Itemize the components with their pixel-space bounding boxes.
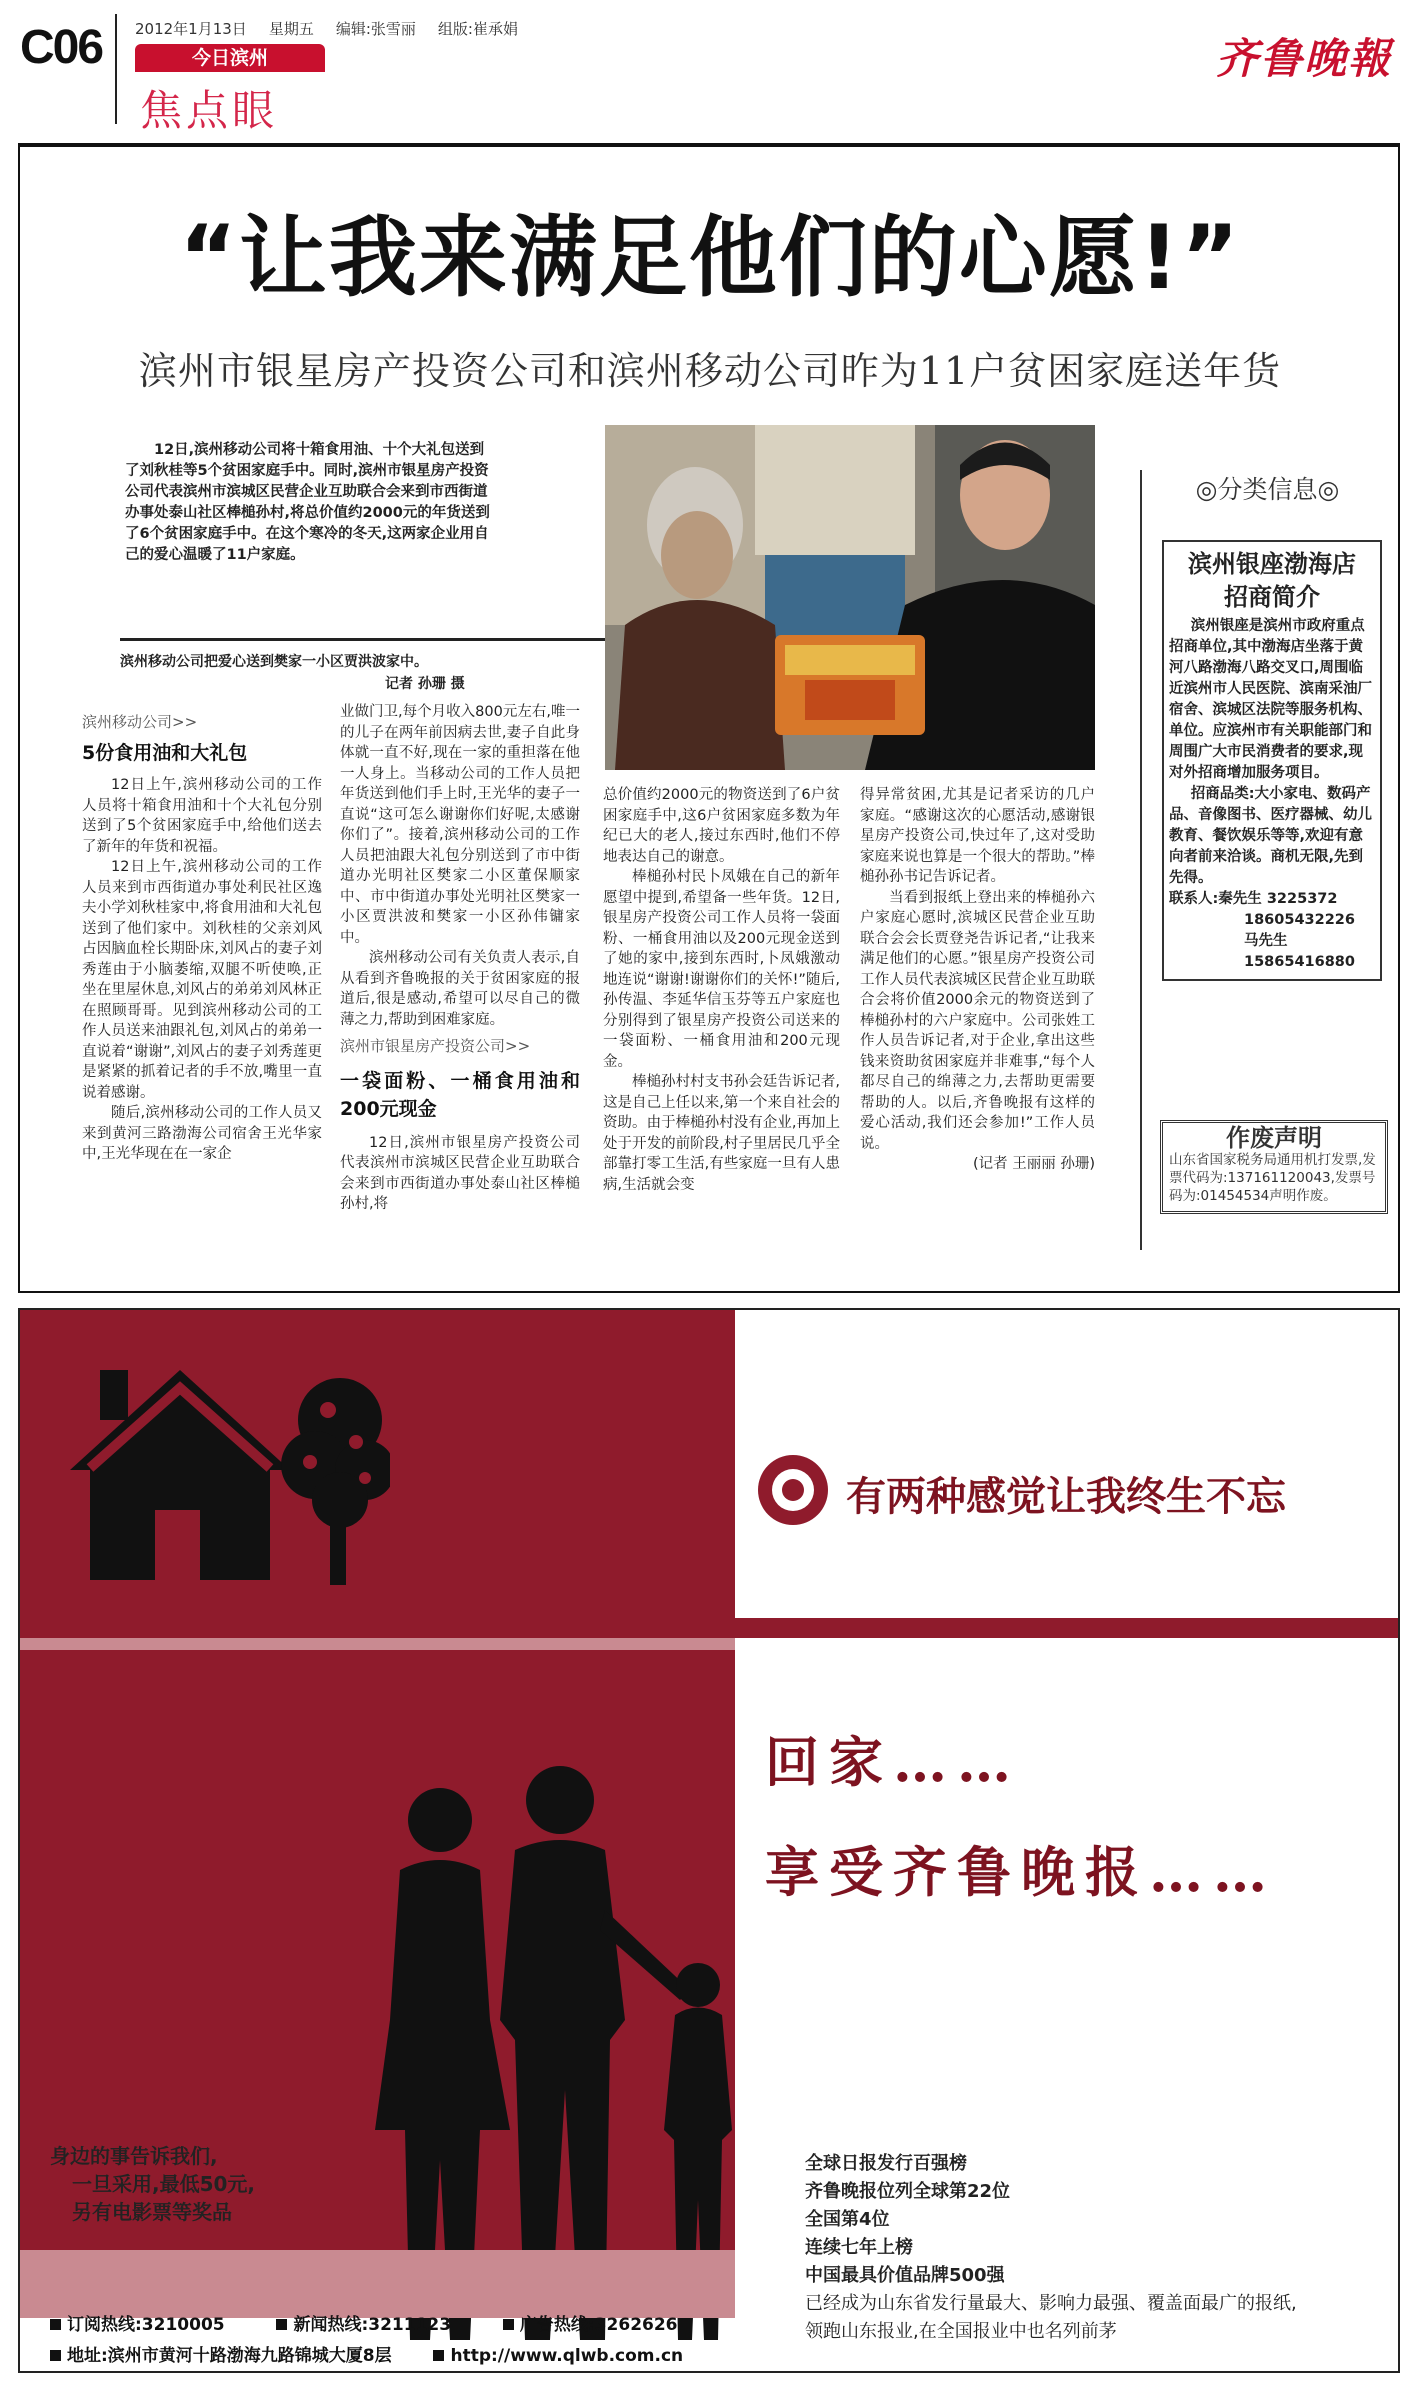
masthead-divider xyxy=(115,14,117,124)
ranking-description-1: 已经成为山东省发行量最大、影响力最强、覆盖面最广的报纸, xyxy=(805,2293,1297,2314)
bullet-icon xyxy=(50,2350,61,2361)
classified-ad-yinzuo xyxy=(1162,540,1382,981)
ranking-block xyxy=(805,2150,1395,2346)
col4-paragraph: 得异常贫困,尤其是记者采访的几户家庭。“感谢这次的心愿活动,感谢银星房产投资公司,快过年了,这对受助家庭来说也算是一个很大的帮助。”棒槌孙孙书记告诉记者。 xyxy=(860,787,1095,885)
column-name: 焦点眼 xyxy=(140,86,279,135)
section1-heading: 5份食用油和大礼包 xyxy=(82,741,248,764)
ranking-line: 连续七年上榜 xyxy=(805,2237,913,2258)
page-number: C06 xyxy=(20,21,103,74)
void-notice xyxy=(1160,1120,1388,1214)
ad-pink-base xyxy=(20,2250,735,2318)
newspaper-logo: 齐鲁晚報 xyxy=(1215,34,1392,83)
byline: (记者 王丽丽 孙珊) xyxy=(972,1156,1095,1172)
section2-kicker: 滨州市银星房产投资公司>> xyxy=(340,1037,531,1055)
col1-paragraph: 随后,滨州移动公司的工作人员又来到黄河三路渤海公司宿舍王光华家中,王光华现在在一家企 xyxy=(82,1105,322,1162)
layout-credit: 组版:崔承娟 xyxy=(437,20,518,38)
ad-left-text xyxy=(30,2142,380,2226)
classified-title: ◎分类信息◎ xyxy=(1145,470,1390,506)
brand-swirl-core xyxy=(782,1479,804,1501)
bullet-icon xyxy=(276,2319,287,2330)
bullet-icon xyxy=(433,2350,444,2361)
classified-ad-items: 招商品类:大小家电、数码产品、音像图书、医疗器械、幼儿教育、餐饮娱乐等等,欢迎有意向者前来洽谈。商机无限,先到先得。 xyxy=(1169,786,1372,886)
house-tree-icon xyxy=(60,1350,390,1590)
bullet-icon xyxy=(50,2319,61,2330)
col4-paragraph: 当看到报纸上登出来的棒槌孙六户家庭心愿时,滨城区民营企业互助联合会会长贾登尧告诉记者,“让我来满足他们的心愿。”银星房产投资公司工作人员代表滨城区民营企业互助联合会将价值2000余元的物资送到了棒槌孙村的六户家庭中。公司张姓工作人员告诉记者,对于企业,拿出这些钱来资助贫困家庭并非难事,“每个人都尽自己的绵薄之力,去帮助更需要帮助的人。以后,齐鲁晚报有这样的爱心活动,我们还会参加!”工作人员说。 xyxy=(860,889,1095,1152)
photo-caption xyxy=(120,638,605,695)
ranking-line: 齐鲁晚报位列全球第22位 xyxy=(805,2181,1011,2202)
advertisement xyxy=(18,1308,1400,2373)
col1-paragraph: 12日上午,滨州移动公司的工作人员将十箱食用油和十个大礼包分别送到了5个贫困家庭手中,给他们送去了新年的年货和祝福。 xyxy=(82,777,322,855)
editor-credit: 编辑:张雪丽 xyxy=(335,20,416,38)
office-address: 地址:滨州市黄河十路渤海九路锦城大厦8层 xyxy=(67,2346,392,2366)
classified-ad-contact-1: 联系人:秦先生 3225372 xyxy=(1169,891,1338,907)
ranking-description-2: 领跑山东报业,在全国报业中也名列前茅 xyxy=(805,2321,1117,2342)
issue-date: 2012年1月13日 xyxy=(135,20,247,38)
col1-paragraph: 12日上午,滨州移动公司的工作人员来到市西街道办事处利民社区逸夫小学刘秋桂家中,将食用油和大礼包送到了他们家中。刘秋桂的父亲刘风占因脑血栓长期卧床,刘风占的妻子刘秀莲由于小脑萎缩,双腿不听使唤,正坐在里屋休息,刘风占的弟弟刘风林正在照顾哥哥。见到滨州移动公司的工作人员送来油跟礼包,刘风占的弟弟一直说着“谢谢”,刘风占的妻子刘秀莲更是紧紧的抓着记者的手不放,嘴里一直说着感谢。 xyxy=(82,859,322,1101)
ad-line-home: 回家…… xyxy=(765,1730,1021,1794)
subheadline: 滨州市银星房产投资公司和滨州移动公司昨为11户贫困家庭送年货 xyxy=(138,349,1282,393)
article-column-2 xyxy=(340,702,580,1215)
hotline-news: 新闻热线:3211123 xyxy=(293,2315,452,2335)
col2-paragraph: 业做门卫,每个月收入800元左右,唯一的儿子在两年前因病去世,妻子自此身体就一直不好,现在一家的重担落在他一人身上。当移动公司的工作人员把年货送到他们手上时,王光华的妻子一直说“这可怎么谢谢你们好呢,太感谢你们了”。接着,滨州移动公司的工作人员把油跟大礼包分别送到了市中街道办光明社区樊家二小区董保顺家中、市中街道办事处光明社区樊家一小区贾洪波和樊家一小区孙伟镛家中。 xyxy=(340,704,580,946)
news-photo xyxy=(605,425,1095,770)
classified-ad-contact-1-tel: 18605432226 xyxy=(1244,912,1355,928)
news-photo-illustration xyxy=(605,425,1095,770)
issue-meta xyxy=(135,18,540,39)
section-tag: 今日滨州 xyxy=(135,44,325,72)
photo-credit: 记者 孙珊 摄 xyxy=(385,676,465,692)
ad-slogan: 有两种感觉让我终生不忘 xyxy=(846,1474,1286,1520)
void-notice-body: 山东省国家税务局通用机打发票,发票代码为:137161120043,发票号码为:01454534声明作废。 xyxy=(1169,1152,1376,1204)
ranking-line: 全国第4位 xyxy=(805,2209,890,2230)
ad-left-line2: 一旦采用,最低50元, xyxy=(72,2172,256,2196)
classified-ad-title-line2: 招商简介 xyxy=(1224,583,1320,611)
col3-paragraph: 棒槌孙村民卜凤娥在自己的新年愿望中提到,希望备一些年货。12日,银星房产投资公司工作人员将一袋面粉、一桶食用油以及200元现金送到了她的家中,接到东西时,卜凤娥激动地连说“谢谢!谢谢你们的关怀!”随后,孙传温、李延华信玉芬等五户家庭也分别得到了银星房产投资公司送来的一袋面粉、一桶食用油和200元现金。 xyxy=(603,869,840,1070)
article-column-3 xyxy=(603,785,840,1195)
void-notice-title: 作废声明 xyxy=(1226,1124,1322,1152)
classified-ad-contact-2: 马先生 xyxy=(1244,933,1288,949)
ad-left-line1: 身边的事告诉我们, xyxy=(50,2144,218,2168)
caption-text: 滨州移动公司把爱心送到樊家一小区贾洪波家中。 xyxy=(120,654,428,670)
article-column-4 xyxy=(860,785,1095,1175)
col3-paragraph: 总价值约2000元的物资送到了6户贫困家庭手中,这6户贫困家庭多数为年纪已大的老人,接过东西时,他们不停地表达自己的谢意。 xyxy=(603,787,840,865)
section1-kicker: 滨州移动公司>> xyxy=(82,713,198,731)
hotline-ad: 广告热线:3262626 xyxy=(519,2315,678,2335)
classified-ad-title xyxy=(1169,548,1375,614)
col2-paragraph: 滨州移动公司有关负责人表示,自从看到齐鲁晚报的关于贫困家庭的报道后,很是感动,希望可以尽自己的微薄之力,帮助到困难家庭。 xyxy=(340,950,580,1028)
article-column-1 xyxy=(82,712,322,1165)
ad-red-band xyxy=(20,1618,1400,1638)
sidebar-divider xyxy=(1140,470,1142,1250)
issue-weekday: 星期五 xyxy=(268,20,314,38)
headline: “让我来满足他们的心愿!” xyxy=(179,206,1241,309)
website-link[interactable]: http://www.qlwb.com.cn xyxy=(450,2346,684,2366)
lead-paragraph: 12日,滨州移动公司将十箱食用油、十个大礼包送到了刘秋桂等5个贫困家庭手中。同时,滨州市银星房产投资公司代表滨州市滨城区民营企业互助联合会来到市西街道办事处泰山社区棒槌孙村,将总价值约2000元的年货送到了6个贫困家庭手中。在这个寒冷的冬天,这两家企业用自己的爱心温暖了11户家庭。 xyxy=(125,442,490,563)
hotline-subscribe: 订阅热线:3210005 xyxy=(67,2315,225,2335)
ranking-line: 全球日报发行百强榜 xyxy=(805,2153,967,2174)
ranking-line: 中国最具价值品牌500强 xyxy=(805,2265,1005,2286)
section2-heading: 一袋面粉、一桶食用油和200元现金 xyxy=(340,1069,580,1120)
classified-ad-body: 滨州银座是滨州市政府重点招商单位,其中渤海店坐落于黄河八路渤海八路交叉口,周围临近滨州市人民医院、滨南采油厂宿舍、滨城区法院等服务机构、单位。应滨州市有关职能部门和周围广大市民消费者的要求,现对外招商增加服务项目。 xyxy=(1169,618,1372,781)
footer-contacts xyxy=(50,2310,683,2372)
ad-line-enjoy: 享受齐鲁晚报…… xyxy=(765,1840,1277,1904)
classified-ad-contact-2-tel: 15865416880 xyxy=(1244,954,1355,970)
ad-left-line3: 另有电影票等奖品 xyxy=(72,2200,232,2224)
bullet-icon xyxy=(503,2319,514,2330)
col2-paragraph: 12日,滨州市银星房产投资公司代表滨州市滨城区民营企业互助联合会来到市西街道办事处泰山社区棒槌孙村,将 xyxy=(340,1134,580,1212)
col3-paragraph: 棒槌孙村村支书孙会廷告诉记者,这是自己上任以来,第一个来自社会的资助。由于棒槌孙村没有企业,再加上处于开发的前阶段,村子里居民几乎全部靠打零工生活,有些家庭一旦有人患病,生活就会变 xyxy=(603,1074,840,1193)
classified-ad-title-line1: 滨州银座渤海店 xyxy=(1188,550,1356,578)
